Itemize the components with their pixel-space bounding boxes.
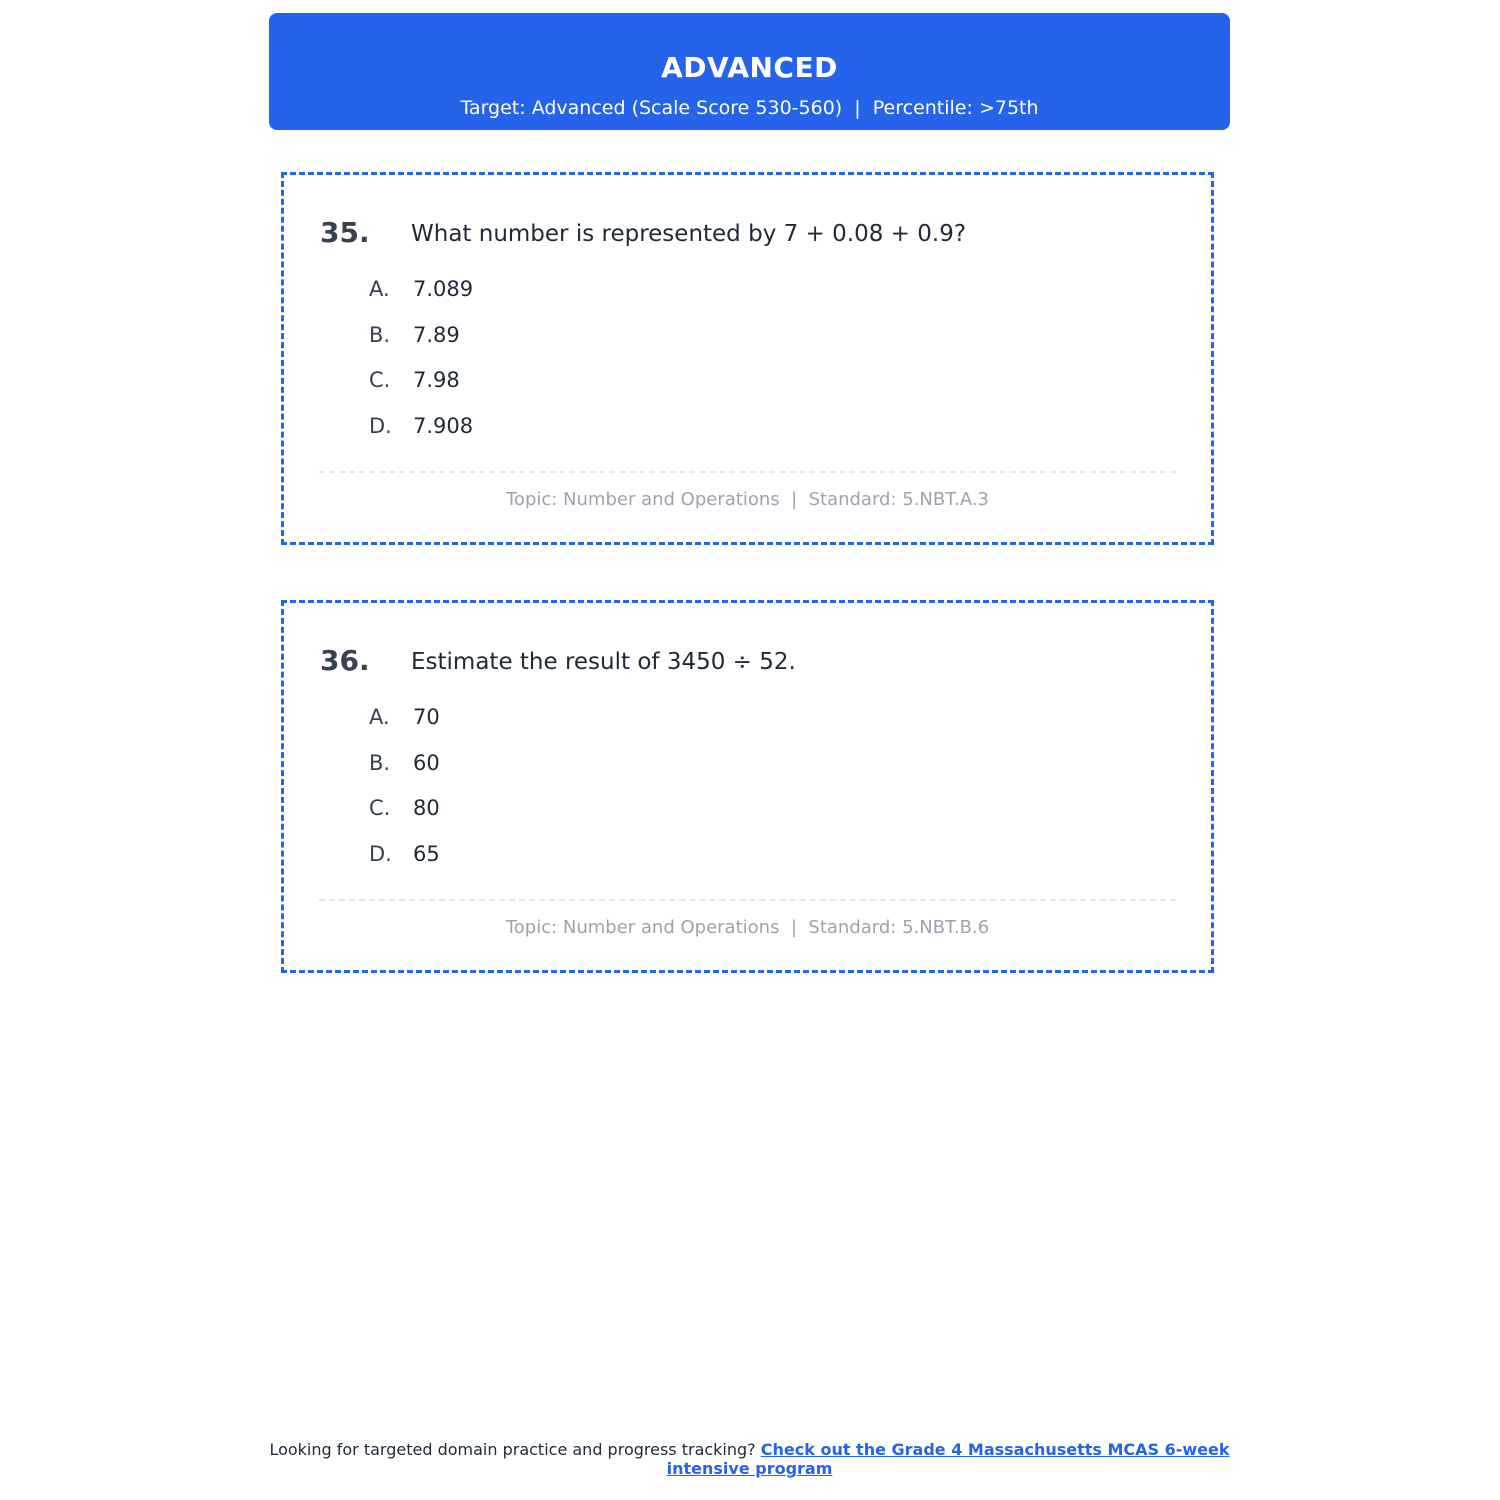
- option-letter: D.: [369, 842, 392, 867]
- divider: [319, 899, 1176, 901]
- option-text: 7.89: [413, 322, 460, 347]
- option-text: 60: [413, 750, 440, 775]
- answer-options: [369, 703, 440, 886]
- option-text: 65: [413, 842, 440, 867]
- option-letter: A.: [369, 277, 390, 301]
- answer-option[interactable]: [369, 703, 440, 749]
- option-text: 7.908: [413, 414, 474, 439]
- option-letter: C.: [369, 796, 391, 821]
- question-number: 36.: [320, 644, 370, 677]
- question-card: [281, 600, 1214, 973]
- option-letter: B.: [369, 322, 391, 347]
- option-letter: B.: [369, 750, 391, 775]
- answer-option[interactable]: [369, 275, 473, 321]
- option-letter: D.: [369, 414, 392, 439]
- question-text: Estimate the result of 3450 ÷ 52.: [411, 649, 796, 675]
- question-text: What number is represented by 7 + 0.08 + 0.9?: [411, 221, 967, 247]
- answer-option[interactable]: [369, 840, 440, 886]
- footer-promo: [269, 1440, 1230, 1478]
- question-card: [281, 172, 1214, 545]
- divider: [319, 471, 1176, 473]
- level-header: [269, 13, 1230, 130]
- answer-option[interactable]: [369, 321, 473, 367]
- option-letter: C.: [369, 368, 391, 393]
- answer-options: [369, 275, 473, 458]
- footer-prompt: Looking for targeted domain practice and progress tracking?: [269, 1440, 756, 1459]
- level-title: ADVANCED: [661, 51, 838, 84]
- question-meta: Topic: Number and Operations | Standard: 5.NBT.B.6: [505, 917, 990, 938]
- program-link[interactable]: Check out the Grade 4 Massachusetts MCAS 6-week intensive program: [666, 1440, 1230, 1478]
- option-text: 80: [413, 796, 440, 821]
- option-text: 70: [413, 705, 440, 729]
- answer-option[interactable]: [369, 412, 473, 458]
- answer-option[interactable]: [369, 749, 440, 795]
- question-number: 35.: [320, 216, 370, 249]
- option-text: 7.089: [413, 277, 474, 301]
- option-letter: A.: [369, 705, 390, 729]
- option-text: 7.98: [413, 368, 460, 393]
- answer-option[interactable]: [369, 366, 473, 412]
- answer-option[interactable]: [369, 794, 440, 840]
- question-meta: Topic: Number and Operations | Standard: 5.NBT.A.3: [506, 489, 989, 510]
- level-target-info: Target: Advanced (Scale Score 530-560) | Percentile: >75th: [460, 97, 1039, 119]
